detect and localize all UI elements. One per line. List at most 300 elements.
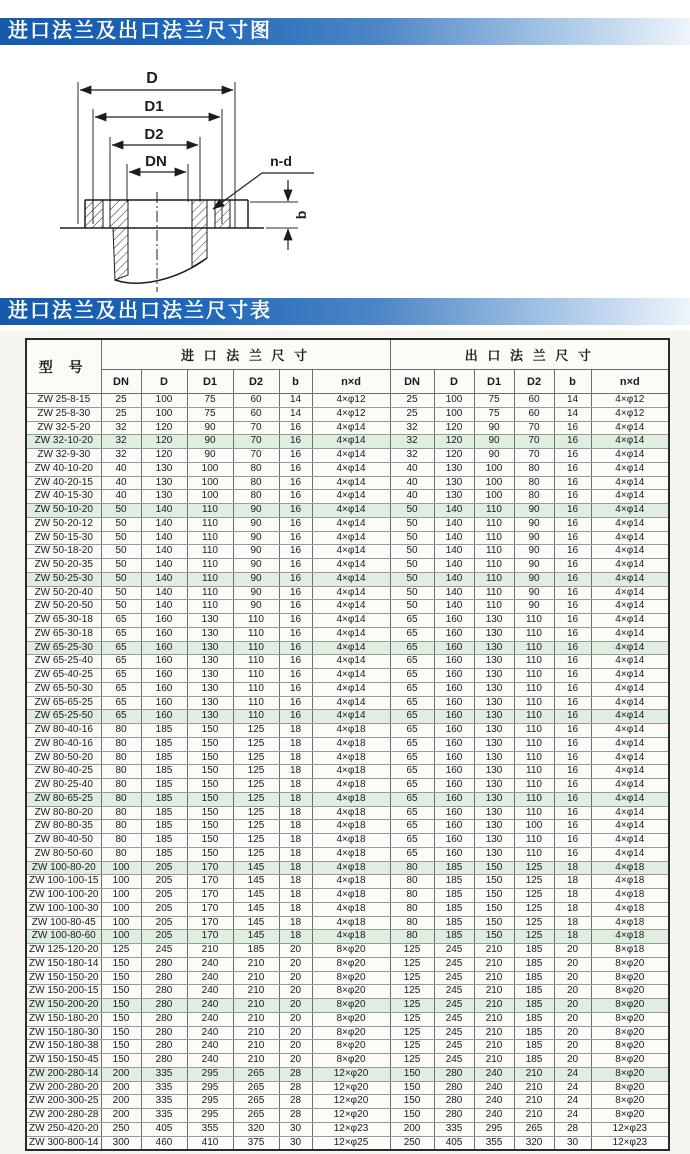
inlet-cell: 16 (279, 614, 312, 628)
inlet-cell: 335 (141, 1081, 187, 1095)
inlet-cell: 90 (187, 435, 233, 449)
outlet-cell: 245 (434, 957, 474, 971)
outlet-b-header: b (554, 370, 591, 394)
inlet-cell: 4×φ18 (312, 779, 390, 793)
model-cell: ZW 150-180-38 (26, 1040, 101, 1054)
inlet-cell: 110 (187, 559, 233, 573)
model-cell: ZW 50-20-40 (26, 586, 101, 600)
outlet-cell: 70 (514, 449, 554, 463)
inlet-cell: 4×φ14 (312, 710, 390, 724)
outlet-cell: 90 (514, 517, 554, 531)
outlet-cell: 160 (434, 710, 474, 724)
outlet-cell: 160 (434, 806, 474, 820)
inlet-cell: 4×φ18 (312, 792, 390, 806)
outlet-cell: 160 (434, 614, 474, 628)
inlet-cell: 40 (101, 462, 141, 476)
outlet-cell: 50 (390, 600, 434, 614)
table-row (26, 944, 669, 958)
inlet-cell: 125 (101, 944, 141, 958)
model-cell: ZW 50-20-12 (26, 517, 101, 531)
outlet-cell: 125 (514, 930, 554, 944)
inlet-cell: 130 (187, 614, 233, 628)
outlet-cell: 245 (434, 985, 474, 999)
outlet-cell: 90 (474, 421, 514, 435)
outlet-cell: 110 (514, 847, 554, 861)
inlet-cell: 4×φ14 (312, 449, 390, 463)
inlet-cell: 16 (279, 504, 312, 518)
outlet-cell: 120 (434, 421, 474, 435)
outlet-cell: 4×φ14 (591, 462, 669, 476)
outlet-cell: 160 (434, 779, 474, 793)
inlet-cell: 60 (233, 407, 279, 421)
inlet-cell: 25 (101, 407, 141, 421)
table-row (26, 600, 669, 614)
inlet-cell: 120 (141, 435, 187, 449)
outlet-cell: 4×φ14 (591, 531, 669, 545)
outlet-cell: 110 (514, 655, 554, 669)
outlet-cell: 185 (434, 902, 474, 916)
outlet-cell: 130 (474, 806, 514, 820)
inlet-cell: 16 (279, 669, 312, 683)
inlet-cell: 210 (233, 999, 279, 1013)
table-row (26, 737, 669, 751)
outlet-cell: 160 (434, 724, 474, 738)
outlet-cell: 4×φ14 (591, 559, 669, 573)
outlet-cell: 140 (434, 586, 474, 600)
outlet-cell: 80 (390, 902, 434, 916)
outlet-cell: 210 (514, 1081, 554, 1095)
inlet-cell: 20 (279, 1026, 312, 1040)
inlet-cell: 12×φ23 (312, 1122, 390, 1136)
outlet-cell: 4×φ14 (591, 614, 669, 628)
outlet-d-header: D (434, 370, 474, 394)
inlet-cell: 50 (101, 586, 141, 600)
model-cell: ZW 200-280-20 (26, 1081, 101, 1095)
inlet-cell: 28 (279, 1081, 312, 1095)
inlet-cell: 8×φ20 (312, 985, 390, 999)
outlet-cell: 150 (390, 1095, 434, 1109)
outlet-cell: 110 (474, 531, 514, 545)
inlet-cell: 245 (141, 944, 187, 958)
model-cell: ZW 80-25-40 (26, 779, 101, 793)
outlet-cell: 130 (474, 655, 514, 669)
outlet-cell: 210 (474, 1012, 514, 1026)
inlet-cell: 28 (279, 1095, 312, 1109)
inlet-cell: 90 (233, 517, 279, 531)
outlet-cell: 280 (434, 1109, 474, 1123)
model-cell: ZW 80-50-60 (26, 847, 101, 861)
outlet-cell: 140 (434, 572, 474, 586)
inlet-cell: 4×φ18 (312, 724, 390, 738)
outlet-cell: 210 (514, 1109, 554, 1123)
inlet-cell: 16 (279, 462, 312, 476)
inlet-cell: 280 (141, 1012, 187, 1026)
inlet-cell: 300 (101, 1136, 141, 1150)
inlet-cell: 265 (233, 1095, 279, 1109)
inlet-d1-header: D1 (187, 370, 233, 394)
inlet-cell: 70 (233, 421, 279, 435)
inlet-cell: 18 (279, 847, 312, 861)
outlet-cell: 280 (434, 1095, 474, 1109)
outlet-cell: 125 (514, 902, 554, 916)
table-body (26, 394, 669, 1151)
outlet-cell: 4×φ14 (591, 504, 669, 518)
outlet-cell: 40 (390, 476, 434, 490)
inlet-cell: 335 (141, 1109, 187, 1123)
model-cell: ZW 80-65-25 (26, 792, 101, 806)
inlet-cell: 16 (279, 517, 312, 531)
inlet-d-header: D (141, 370, 187, 394)
outlet-cell: 65 (390, 792, 434, 806)
inlet-cell: 16 (279, 435, 312, 449)
outlet-cell: 125 (390, 1054, 434, 1068)
table-row (26, 861, 669, 875)
outlet-cell: 4×φ14 (591, 641, 669, 655)
inlet-cell: 355 (187, 1122, 233, 1136)
inlet-cell: 150 (101, 1026, 141, 1040)
outlet-d1-header: D1 (474, 370, 514, 394)
outlet-cell: 250 (390, 1136, 434, 1150)
inlet-cell: 110 (233, 641, 279, 655)
inlet-cell: 280 (141, 1040, 187, 1054)
outlet-cell: 125 (514, 875, 554, 889)
table-row (26, 545, 669, 559)
inlet-cell: 150 (187, 792, 233, 806)
table-title-text: 进口法兰及出口法兰尺寸表 (8, 300, 272, 322)
outlet-cell: 160 (434, 627, 474, 641)
outlet-cell: 130 (474, 627, 514, 641)
inlet-cell: 200 (101, 1109, 141, 1123)
outlet-cell: 18 (554, 930, 591, 944)
outlet-cell: 240 (474, 1081, 514, 1095)
inlet-cell: 205 (141, 889, 187, 903)
outlet-cell: 210 (474, 944, 514, 958)
model-cell: ZW 25-8-30 (26, 407, 101, 421)
inlet-cell: 110 (187, 572, 233, 586)
inlet-cell: 16 (279, 710, 312, 724)
outlet-cell: 16 (554, 641, 591, 655)
model-cell: ZW 150-180-14 (26, 957, 101, 971)
inlet-cell: 130 (141, 462, 187, 476)
inlet-cell: 130 (141, 476, 187, 490)
outlet-cell: 130 (474, 614, 514, 628)
inlet-section-header: 进 口 法 兰 尺 寸 (101, 339, 390, 370)
inlet-cell: 265 (233, 1081, 279, 1095)
model-cell: ZW 80-40-50 (26, 834, 101, 848)
outlet-cell: 125 (514, 861, 554, 875)
outlet-cell: 4×φ14 (591, 490, 669, 504)
inlet-cell: 110 (187, 545, 233, 559)
inlet-cell: 4×φ14 (312, 476, 390, 490)
inlet-cell: 100 (101, 916, 141, 930)
inlet-cell: 170 (187, 916, 233, 930)
model-cell: ZW 65-25-40 (26, 655, 101, 669)
inlet-cell: 110 (233, 682, 279, 696)
inlet-cell: 18 (279, 724, 312, 738)
inlet-cell: 16 (279, 476, 312, 490)
outlet-cell: 125 (390, 1026, 434, 1040)
outlet-cell: 110 (514, 614, 554, 628)
outlet-cell: 110 (514, 751, 554, 765)
outlet-cell: 210 (474, 985, 514, 999)
inlet-cell: 110 (233, 669, 279, 683)
inlet-cell: 125 (233, 751, 279, 765)
outlet-cell: 335 (434, 1122, 474, 1136)
inlet-cell: 50 (101, 531, 141, 545)
table-row (26, 724, 669, 738)
outlet-cell: 150 (390, 1067, 434, 1081)
inlet-cell: 205 (141, 875, 187, 889)
inlet-cell: 18 (279, 820, 312, 834)
inlet-cell: 125 (233, 847, 279, 861)
outlet-cell: 4×φ14 (591, 710, 669, 724)
inlet-cell: 4×φ14 (312, 682, 390, 696)
inlet-cell: 30 (279, 1122, 312, 1136)
outlet-cell: 240 (474, 1067, 514, 1081)
table-row (26, 490, 669, 504)
inlet-cell: 145 (233, 930, 279, 944)
model-cell: ZW 50-20-35 (26, 559, 101, 573)
table-row (26, 504, 669, 518)
outlet-cell: 16 (554, 559, 591, 573)
outlet-cell: 14 (554, 407, 591, 421)
inlet-cell: 14 (279, 394, 312, 408)
outlet-cell: 140 (434, 504, 474, 518)
inlet-cell: 100 (187, 462, 233, 476)
outlet-cell: 110 (514, 682, 554, 696)
inlet-cell: 32 (101, 449, 141, 463)
outlet-cell: 110 (514, 641, 554, 655)
table-row (26, 394, 669, 408)
outlet-cell: 16 (554, 462, 591, 476)
inlet-cell: 210 (233, 1054, 279, 1068)
outlet-cell: 20 (554, 971, 591, 985)
inlet-cell: 210 (233, 1012, 279, 1026)
model-cell: ZW 65-30-18 (26, 614, 101, 628)
outlet-cell: 16 (554, 517, 591, 531)
inlet-cell: 110 (233, 655, 279, 669)
inlet-cell: 240 (187, 999, 233, 1013)
outlet-cell: 16 (554, 792, 591, 806)
outlet-cell: 110 (514, 792, 554, 806)
outlet-cell: 125 (390, 957, 434, 971)
inlet-cell: 205 (141, 916, 187, 930)
inlet-cell: 18 (279, 875, 312, 889)
outlet-cell: 130 (434, 476, 474, 490)
outlet-cell: 110 (474, 572, 514, 586)
outlet-cell: 18 (554, 861, 591, 875)
inlet-cell: 65 (101, 669, 141, 683)
inlet-cell: 18 (279, 834, 312, 848)
outlet-cell: 185 (514, 999, 554, 1013)
inlet-cell: 4×φ12 (312, 394, 390, 408)
inlet-cell: 8×φ20 (312, 1012, 390, 1026)
inlet-cell: 140 (141, 517, 187, 531)
inlet-cell: 150 (187, 806, 233, 820)
inlet-cell: 110 (233, 710, 279, 724)
outlet-cell: 40 (390, 462, 434, 476)
outlet-cell: 130 (474, 792, 514, 806)
inlet-cell: 18 (279, 792, 312, 806)
outlet-cell: 65 (390, 806, 434, 820)
outlet-cell: 130 (474, 820, 514, 834)
outlet-cell: 100 (474, 462, 514, 476)
inlet-cell: 20 (279, 957, 312, 971)
flange-cross-section-drawing (30, 52, 420, 296)
inlet-cell: 150 (101, 1040, 141, 1054)
outlet-cell: 8×φ20 (591, 971, 669, 985)
outlet-cell: 160 (434, 682, 474, 696)
outlet-cell: 12×φ23 (591, 1136, 669, 1150)
outlet-cell: 65 (390, 847, 434, 861)
outlet-cell: 80 (390, 930, 434, 944)
outlet-cell: 16 (554, 834, 591, 848)
inlet-cell: 130 (187, 627, 233, 641)
inlet-cell: 265 (233, 1109, 279, 1123)
inlet-cell: 20 (279, 971, 312, 985)
outlet-cell: 4×φ14 (591, 779, 669, 793)
model-cell: ZW 65-25-50 (26, 710, 101, 724)
outlet-cell: 80 (514, 476, 554, 490)
inlet-cell: 100 (101, 875, 141, 889)
outlet-cell: 25 (390, 407, 434, 421)
outlet-cell: 185 (514, 985, 554, 999)
outlet-cell: 245 (434, 1026, 474, 1040)
inlet-cell: 8×φ20 (312, 1026, 390, 1040)
inlet-cell: 8×φ20 (312, 971, 390, 985)
outlet-cell: 14 (554, 394, 591, 408)
outlet-cell: 16 (554, 504, 591, 518)
inlet-cell: 160 (141, 696, 187, 710)
outlet-cell: 120 (434, 449, 474, 463)
outlet-cell: 405 (434, 1136, 474, 1150)
outlet-cell: 4×φ18 (591, 916, 669, 930)
inlet-cell: 75 (187, 394, 233, 408)
model-cell: ZW 100-100-15 (26, 875, 101, 889)
inlet-cell: 16 (279, 531, 312, 545)
inlet-cell: 145 (233, 889, 279, 903)
outlet-cell: 4×φ14 (591, 696, 669, 710)
diagram-title-text: 进口法兰及出口法兰尺寸图 (8, 20, 272, 42)
outlet-cell: 355 (474, 1136, 514, 1150)
outlet-cell: 100 (514, 820, 554, 834)
inlet-cell: 4×φ14 (312, 586, 390, 600)
model-cell: ZW 50-20-50 (26, 600, 101, 614)
outlet-cell: 130 (474, 710, 514, 724)
outlet-cell: 130 (474, 834, 514, 848)
inlet-cell: 130 (187, 696, 233, 710)
outlet-cell: 8×φ20 (591, 1026, 669, 1040)
inlet-cell: 8×φ20 (312, 957, 390, 971)
outlet-cell: 140 (434, 559, 474, 573)
outlet-cell: 160 (434, 847, 474, 861)
outlet-cell: 130 (474, 765, 514, 779)
inlet-cell: 90 (233, 586, 279, 600)
outlet-cell: 80 (390, 916, 434, 930)
table-row (26, 449, 669, 463)
outlet-cell: 125 (390, 985, 434, 999)
model-cell: ZW 40-10-20 (26, 462, 101, 476)
outlet-cell: 125 (390, 1012, 434, 1026)
model-cell: ZW 50-15-30 (26, 531, 101, 545)
outlet-cell: 110 (514, 669, 554, 683)
inlet-cell: 4×φ14 (312, 696, 390, 710)
inlet-cell: 80 (101, 847, 141, 861)
table-row (26, 985, 669, 999)
dim-label-D2: D2 (144, 126, 164, 143)
outlet-cell: 50 (390, 545, 434, 559)
outlet-cell: 110 (514, 779, 554, 793)
outlet-cell: 25 (390, 394, 434, 408)
inlet-cell: 16 (279, 559, 312, 573)
inlet-dn-header: DN (101, 370, 141, 394)
outlet-cell: 130 (474, 669, 514, 683)
inlet-cell: 205 (141, 902, 187, 916)
outlet-cell: 16 (554, 751, 591, 765)
outlet-cell: 65 (390, 696, 434, 710)
outlet-cell: 110 (474, 545, 514, 559)
inlet-cell: 80 (101, 765, 141, 779)
model-cell: ZW 200-280-14 (26, 1067, 101, 1081)
inlet-cell: 160 (141, 682, 187, 696)
outlet-cell: 16 (554, 627, 591, 641)
model-cell: ZW 150-150-45 (26, 1054, 101, 1068)
inlet-cell: 20 (279, 944, 312, 958)
inlet-cell: 160 (141, 641, 187, 655)
outlet-cell: 240 (474, 1109, 514, 1123)
outlet-section-header: 出 口 法 兰 尺 寸 (390, 339, 669, 370)
inlet-cell: 18 (279, 889, 312, 903)
outlet-cell: 4×φ14 (591, 820, 669, 834)
outlet-cell: 160 (434, 820, 474, 834)
table-row (26, 531, 669, 545)
outlet-cell: 100 (474, 476, 514, 490)
inlet-cell: 16 (279, 600, 312, 614)
inlet-cell: 40 (101, 490, 141, 504)
outlet-cell: 185 (434, 889, 474, 903)
table-row (26, 792, 669, 806)
outlet-cell: 16 (554, 545, 591, 559)
outlet-cell: 150 (474, 930, 514, 944)
model-cell: ZW 65-65-25 (26, 696, 101, 710)
outlet-cell: 130 (474, 641, 514, 655)
outlet-cell: 16 (554, 847, 591, 861)
inlet-cell: 16 (279, 627, 312, 641)
outlet-cell: 240 (474, 1095, 514, 1109)
outlet-cell: 65 (390, 737, 434, 751)
outlet-cell: 80 (390, 889, 434, 903)
outlet-cell: 24 (554, 1109, 591, 1123)
inlet-cell: 65 (101, 641, 141, 655)
inlet-cell: 16 (279, 490, 312, 504)
outlet-cell: 18 (554, 916, 591, 930)
outlet-cell: 110 (514, 737, 554, 751)
outlet-nxd-header: n×d (591, 370, 669, 394)
inlet-cell: 8×φ20 (312, 944, 390, 958)
outlet-cell: 90 (514, 559, 554, 573)
outlet-cell: 60 (514, 394, 554, 408)
flange-diagram (30, 52, 420, 296)
table-row (26, 1081, 669, 1095)
inlet-cell: 130 (187, 682, 233, 696)
outlet-cell: 20 (554, 957, 591, 971)
outlet-cell: 110 (514, 765, 554, 779)
inlet-cell: 20 (279, 1054, 312, 1068)
outlet-cell: 16 (554, 614, 591, 628)
outlet-cell: 65 (390, 820, 434, 834)
inlet-cell: 170 (187, 902, 233, 916)
outlet-cell: 200 (390, 1122, 434, 1136)
